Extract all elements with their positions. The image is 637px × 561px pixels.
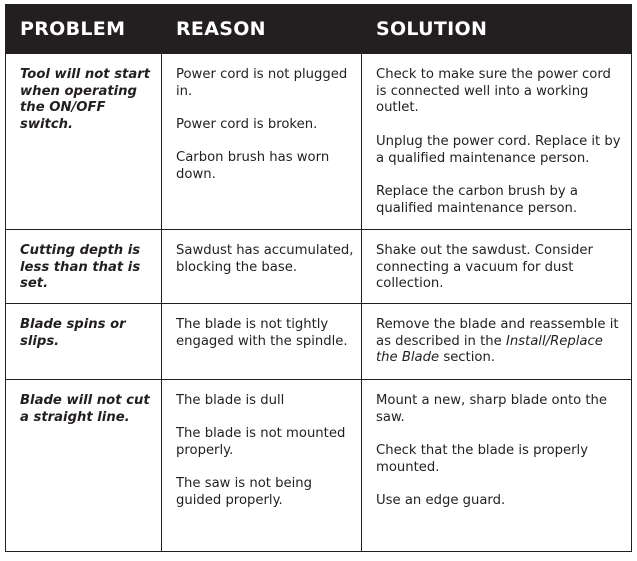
troubleshooting-document xyxy=(5,4,631,554)
troubleshooting-table xyxy=(5,4,632,552)
reason-cell xyxy=(162,304,362,380)
header-row xyxy=(6,5,632,54)
table-row xyxy=(6,380,632,552)
reason-text: Power cord is not plugged in. xyxy=(176,67,348,99)
solution-cell xyxy=(362,380,632,552)
solution-text: Unplug the power cord. Replace it by a qualified maintenance person. xyxy=(376,133,621,166)
reason-text: Carbon brush has worn down. xyxy=(176,150,330,183)
solution-text: Shake out the sawdust. Consider connecting a vacuum for dust collection. xyxy=(376,243,593,292)
solution-text: Check to make sure the power cord is connected well into a working outlet. xyxy=(376,67,611,116)
reason-text: Power cord is broken. xyxy=(176,117,318,133)
solution-cell xyxy=(362,304,632,380)
solution-text: Replace the carbon brush by a qualified maintenance person. xyxy=(376,183,578,216)
solution-cell xyxy=(362,230,632,304)
table-row xyxy=(6,304,632,380)
solution-text: Use an edge guard. xyxy=(376,493,506,509)
table-row xyxy=(6,54,632,230)
problem-cell: Tool will not start when operating the ON/OFF switch. xyxy=(6,54,162,230)
solution-text-before: Remove the blade and reassemble it as described in the xyxy=(376,317,619,349)
problem-cell: Cutting depth is less than that is set. xyxy=(6,230,162,304)
solution-text xyxy=(376,317,625,367)
solution-text: Mount a new, sharp blade onto the saw. xyxy=(376,393,608,425)
reason-text: The blade is not tightly engaged with the spindle. xyxy=(176,317,348,349)
header-reason: REASON xyxy=(162,5,362,54)
problem-cell: Blade will not cut a straight line. xyxy=(6,380,162,552)
header-solution: SOLUTION xyxy=(362,5,632,54)
solution-text-after: section. xyxy=(439,350,496,366)
reason-text: The blade is not mounted properly. xyxy=(176,426,346,459)
reason-cell xyxy=(162,230,362,304)
reason-text: The blade is dull xyxy=(176,393,285,408)
solution-text: Check that the blade is properly mounted. xyxy=(376,443,589,475)
reason-cell xyxy=(162,54,362,230)
section-reference: Install/Replace the Blade xyxy=(376,333,603,366)
reason-text: The saw is not being guided properly. xyxy=(176,476,313,509)
reason-text: Sawdust has accumulated, blocking the base. xyxy=(176,243,354,275)
problem-cell: Blade spins or slips. xyxy=(6,304,162,380)
reason-cell xyxy=(162,380,362,552)
solution-cell xyxy=(362,54,632,230)
header-problem: PROBLEM xyxy=(6,5,162,54)
table-row xyxy=(6,230,632,304)
